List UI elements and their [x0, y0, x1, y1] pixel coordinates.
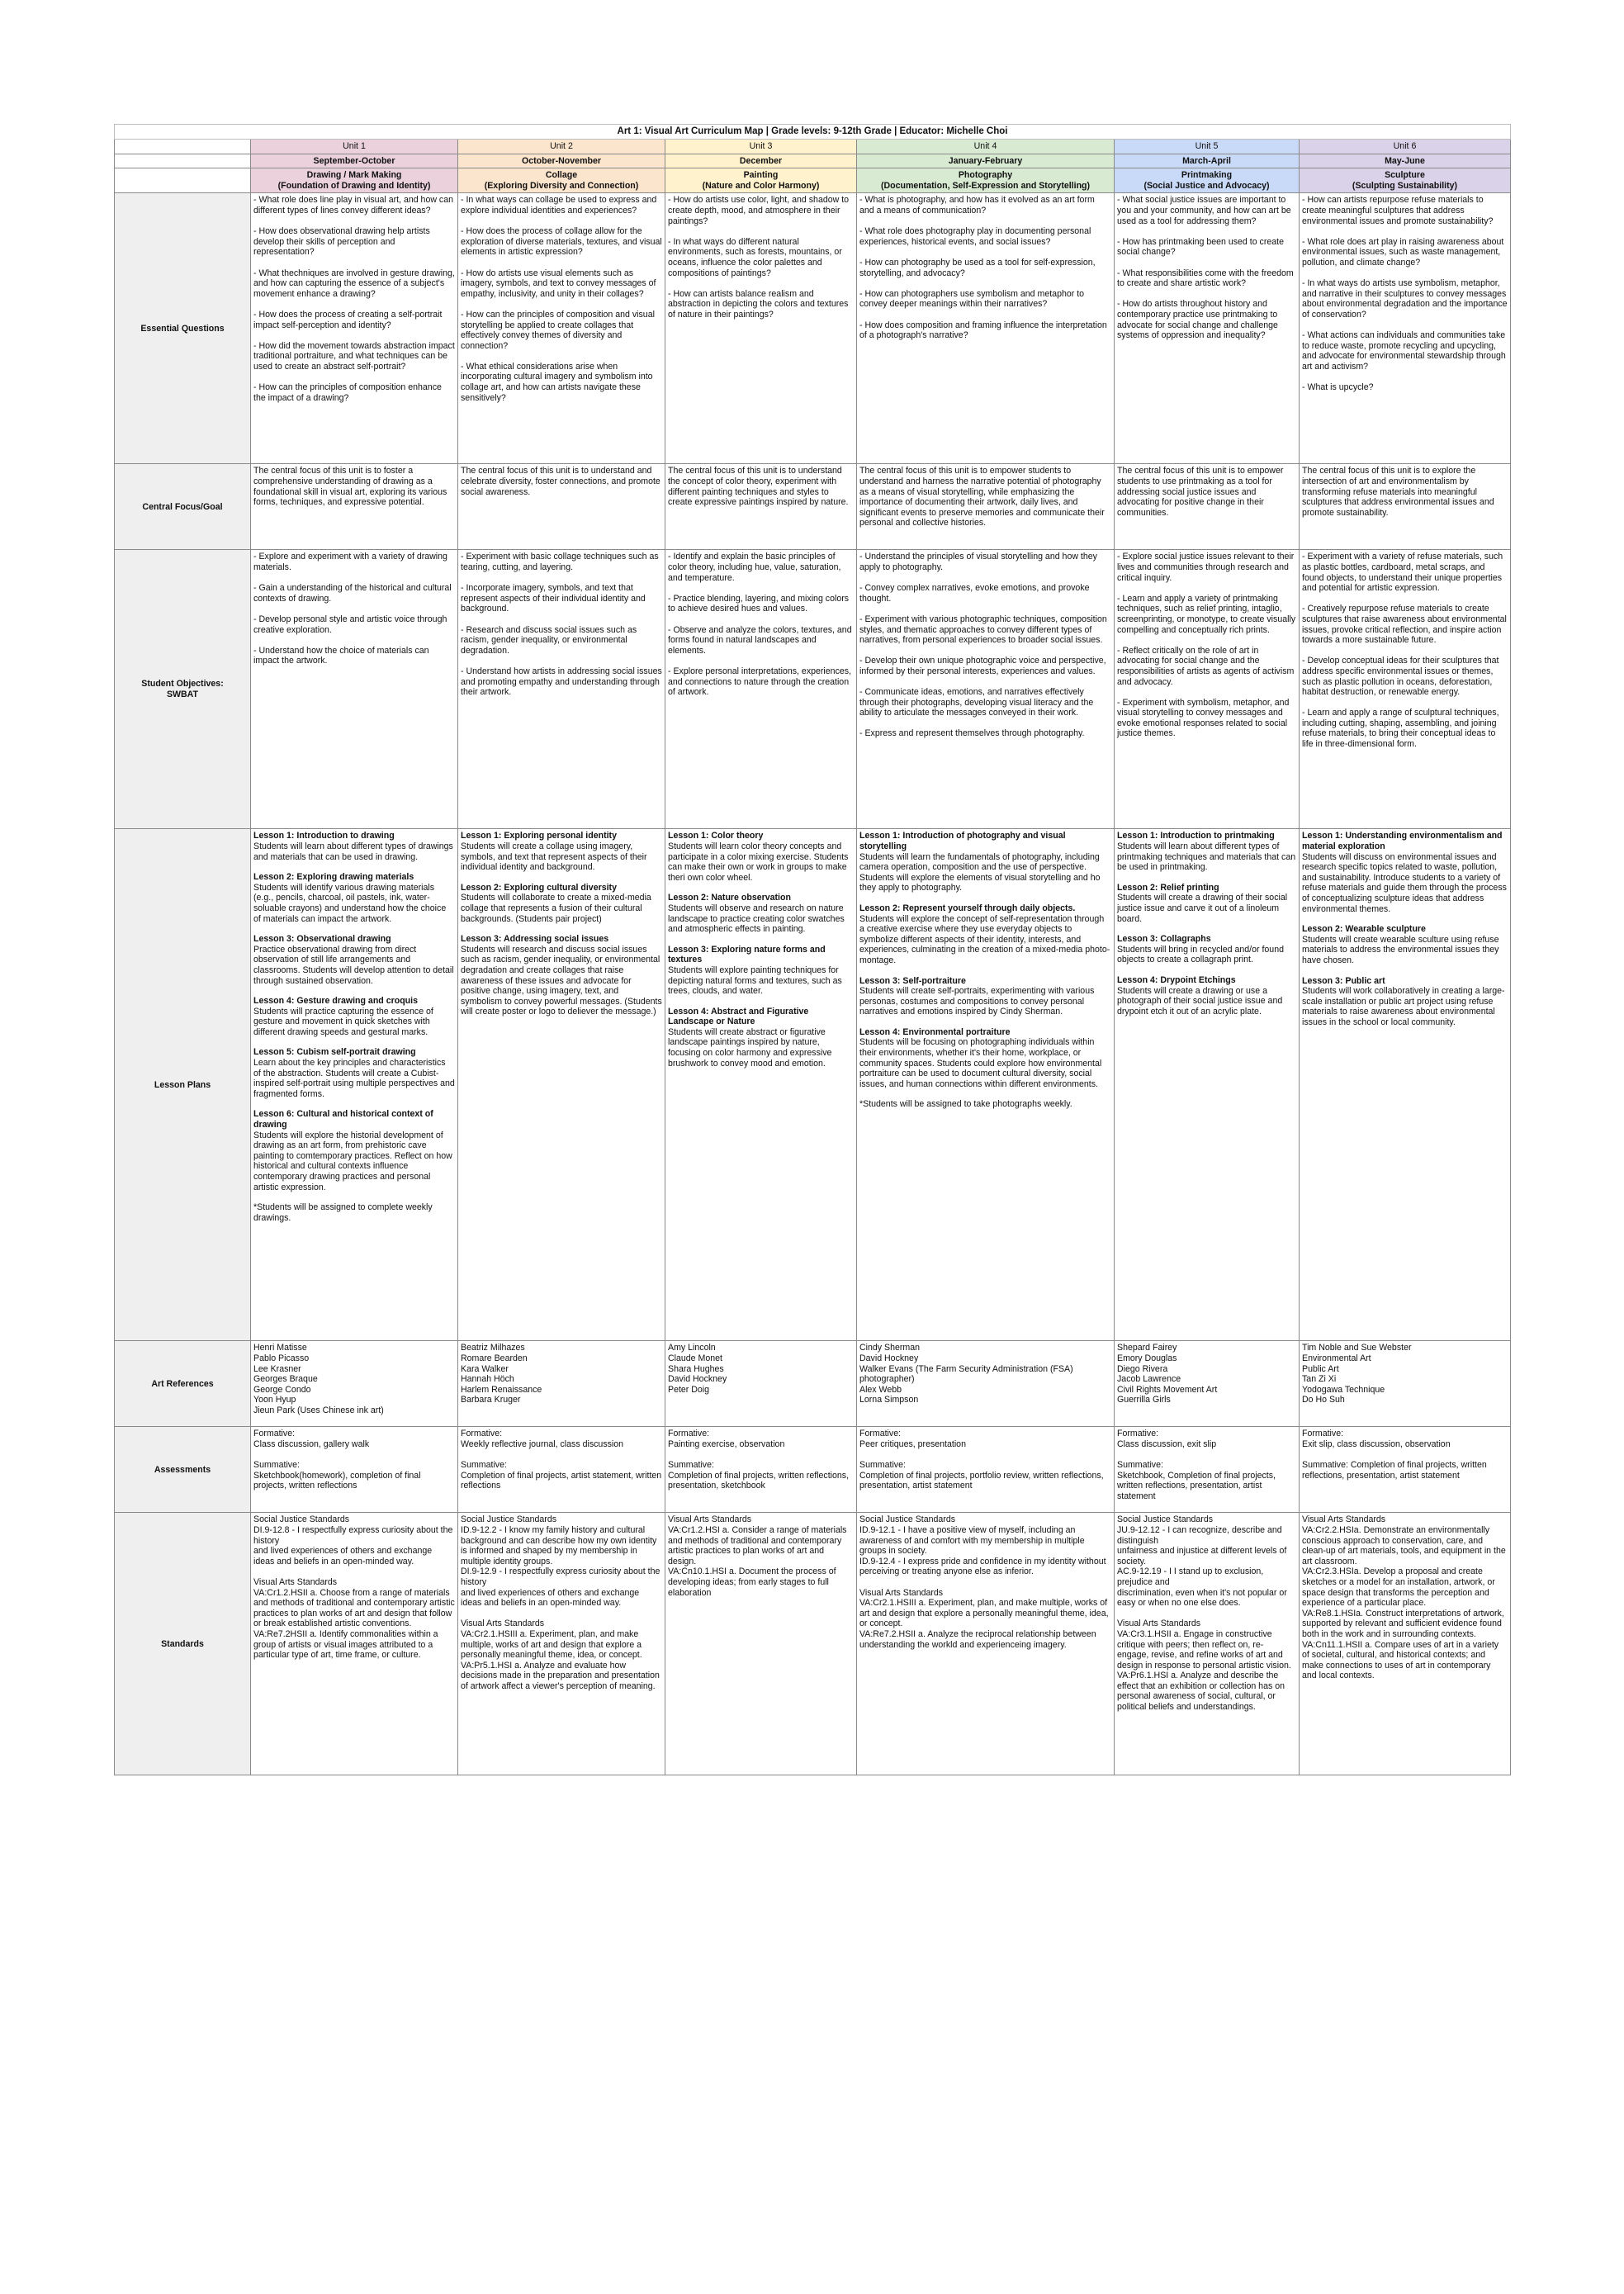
row-label-art-references: Art References	[115, 1341, 251, 1427]
art-reference: Harlem Renaissance	[461, 1384, 542, 1395]
lesson-description: Students will create abstract or figurative landscape paintings inspired by nature, focusing on color harmony and expressive brushwork to convey mood and emotion.	[668, 1026, 832, 1069]
unit-topic: Drawing / Mark Making	[306, 170, 402, 181]
art-reference: Romare Bearden	[461, 1353, 528, 1363]
unit-3-months: December	[665, 154, 857, 168]
unit-5-label: Unit 5	[1115, 140, 1300, 154]
unit-5-months: March-April	[1115, 154, 1300, 168]
lesson-title: Lesson 3: Self-portraiture	[859, 975, 966, 986]
lesson-title: Lesson 4: Abstract and Figurative Landscape or Nature	[668, 1006, 809, 1027]
lesson-title: Lesson 1: Introduction to drawing	[253, 831, 395, 841]
central-focus-row	[115, 464, 1511, 550]
unit-1-topic	[251, 168, 458, 193]
lesson-note: *Students will be assigned to complete weekly drawings.	[253, 1202, 433, 1223]
unit-3-label: Unit 3	[665, 140, 857, 154]
lesson-description: Students will create wearable sculture using refuse materials to address the environmental issues they have chosen.	[1302, 934, 1499, 965]
focus-cell-unit-3: The central focus of this unit is to understand the concept of color theory, experiment with different painting techniques and styles to create expressive paintings inspired by nature.	[665, 464, 857, 550]
art-reference: Jacob Lawrence	[1117, 1374, 1181, 1385]
essential-cell-unit-5: - What social justice issues are important to you and your community, and how can art be used as a tool for addressing them? - How has printmaking been used to create social change? - What responsibilities come with the freedom to create and share artistic work? - How do artists throughout history and contemporary practice use printmaking to advocate for social change and challenge systems of oppression and inequality?	[1115, 193, 1300, 464]
lesson-description: Students will create self-portraits, experimenting with various personas, costumes and compositions to convey personal narratives and emotions inspired by Cindy Sherman.	[859, 986, 1095, 1017]
row-label-central-focus: Central Focus/Goal	[115, 464, 251, 550]
lesson-title: Lesson 1: Exploring personal identity	[461, 831, 617, 841]
art-reference: Kara Walker	[461, 1363, 509, 1374]
assessment-cell-unit-5: Formative: Class discussion, exit slip Summative: Sketchbook, Completion of final projects, written reflections, presentation, artist statement	[1115, 1427, 1300, 1513]
unit-subtitle: (Exploring Diversity and Connection)	[484, 180, 639, 191]
month-row	[115, 154, 1511, 168]
lesson-description: Students will explore painting techniques for depicting natural forms and textures, such as trees, clouds, and water.	[668, 965, 842, 997]
lesson-description: Students will learn color theory concepts and participate in a color mixing exercise. Students can make their own or work in groups to make theri own color wheel.	[668, 841, 849, 883]
art-reference: Tim Noble and Sue Webster	[1302, 1343, 1412, 1353]
lesson-title: Lesson 4: Gesture drawing and croquis	[253, 996, 418, 1007]
essential-cell-unit-6: - How can artists repurpose refuse materials to create meaningful sculptures that address environmental issues and promote sustainability? - What role does art play in raising awareness about environmental issues, such as waste management, pollution, and climate change? - In what ways do artists use symbolism, metaphor, and narrative in their sculptures to convey messages about environmental degradation and the importance of conservation? - What actions can individuals and communities take to reduce waste, promote recycling and upcycling, and advocate for environmental stewardship through art and activism? - What is upcycle?	[1300, 193, 1511, 464]
lesson-title: Lesson 4: Drypoint Etchings	[1117, 974, 1236, 985]
lesson-description: Students will collaborate to create a mixed-media collage that represents a fusion of their cultural backgrounds. (Students pair project)	[461, 893, 651, 924]
lesson-description: Students will bring in recycled and/or found objects to create a collagraph print.	[1117, 944, 1284, 965]
unit-topic: Collage	[545, 170, 578, 181]
art-reference: Public Art	[1302, 1363, 1339, 1374]
assessment-cell-unit-4: Formative: Peer critiques, presentation Summative: Completion of final projects, portfolio review, written reflections, presentation, artist statement	[857, 1427, 1115, 1513]
art-reference: George Condo	[253, 1384, 311, 1395]
essential-cell-unit-3: - How do artists use color, light, and shadow to create depth, mood, and atmosphere in their paintings? - In what ways do different natural environments, such as forests, mountains, or oceans, influence the color palettes and compositions of paintings? - How can artists balance realism and abstraction in depicting the colors and textures of nature in their paintings?	[665, 193, 857, 464]
lesson-title: Lesson 1: Introduction of photography and visual storytelling	[859, 831, 1066, 851]
lesson-title: Lesson 4: Environmental portraiture	[859, 1026, 1011, 1037]
standards-cell-unit-5: Social Justice Standards JU.9-12.12 - I can recognize, describe and distinguish unfairness and injustice at different levels of society. AC.9-12.19 - I I stand up to exclusion, prejudice and discrimination, even when it's not popular or easy or when no one else does. Visual Arts Standards VA:Cr3.1.HSII a. Engage in constructive critique with peers; then reflect on, re- engage, revise, and refine works of art and design in response to personal artistic vision. VA:Pr6.1.HSI a. Analyze and describe the effect that an exhibition or collection has on personal awareness of social, cultural, or political beliefs and understandings.	[1115, 1513, 1300, 1775]
focus-cell-unit-4: The central focus of this unit is to empower students to understand and harness the narrative potential of photography as a means of visual storytelling, while emphasizing the importance of documenting their artwork, daily lives, and significant events to preserve memories and communicate their personal and collective histories.	[857, 464, 1115, 550]
unit-6-label: Unit 6	[1300, 140, 1511, 154]
lesson-description: Students will learn about different types of drawings and materials that can be used in drawing.	[253, 841, 453, 862]
lessons-cell-unit-6	[1300, 829, 1511, 1341]
corner-cell	[115, 154, 251, 168]
art-reference: Amy Lincoln	[668, 1343, 716, 1353]
art-reference: Claude Monet	[668, 1353, 722, 1363]
essential-cell-unit-4: - What is photography, and how has it evolved as an art form and a means of communication? - What role does photography play in documenting personal experiences, historical events, and social issues? - How can photography be used as a tool for self-expression, storytelling, and advocacy? - How can photographers use symbolism and metaphor to convey deeper meanings within their narratives? - How does composition and framing influence the interpretation of a photograph's narrative?	[857, 193, 1115, 464]
objectives-cell-unit-4: - Understand the principles of visual storytelling and how they apply to photography. - Convey complex narratives, evoke emotions, and provoke thought. - Experiment with various photographic techniques, composition styles, and thematic approaches to convey different types of narratives, from personal experiences to broader social issues. - Develop their own unique photographic voice and perspective, informed by their personal interests, experiences and values. - Communicate ideas, emotions, and narratives effectively through their photographs, developing visual literacy and the ability to articulate the messages conveyed in their work. - Express and represent themselves through photography.	[857, 550, 1115, 829]
lesson-description: Students will explore the concept of self-representation through a creative exercise where they use everyday objects to symbolize different aspects of their identity, interests, and experiences, culminating in the creation of a mixed-media photo-montage.	[859, 913, 1110, 965]
lessons-cell-unit-1	[251, 829, 458, 1341]
unit-topic: Photography	[958, 170, 1013, 181]
corner-cell	[115, 168, 251, 193]
unit-subtitle: (Nature and Color Harmony)	[702, 180, 820, 191]
lesson-title: Lesson 2: Nature observation	[668, 893, 791, 903]
references-cell-unit-1	[251, 1341, 458, 1427]
references-cell-unit-2	[458, 1341, 665, 1427]
lesson-description: Practice observational drawing from direct observation of still life arrangements and classrooms. Students will develop attention to detail through sustained observation.	[253, 944, 454, 986]
topic-row	[115, 168, 1511, 193]
art-reference: Yoon Hyup	[253, 1395, 296, 1405]
art-reference: Yodogawa Technique	[1302, 1384, 1385, 1395]
row-label-assessments: Assessments	[115, 1427, 251, 1513]
art-references-row	[115, 1341, 1511, 1427]
art-reference: Jieun Park (Uses Chinese ink art)	[253, 1405, 384, 1415]
lesson-description: Students will discuss on environmental issues and research specific topics related to waste, pollution, and sustainability. Introduce students to a variety of refuse materials and guide them through the process of conceptualizing sculpture ideas that address environmental themes.	[1302, 851, 1507, 914]
page-title: Art 1: Visual Art Curriculum Map | Grade levels: 9-12th Grade | Educator: Michelle Choi	[115, 125, 1511, 140]
unit-topic: Sculpture	[1385, 170, 1425, 181]
lesson-title: Lesson 3: Addressing social issues	[461, 934, 609, 945]
standards-row	[115, 1513, 1511, 1775]
objectives-cell-unit-6: - Experiment with a variety of refuse materials, such as plastic bottles, cardboard, metal scraps, and found objects, to understand their unique properties and potential for artistic expression. - Creatively repurpose refuse materials to create sculptures that raise awareness about environmental issues, provoke critical reflection, and inspire action towards a more sustainable future. - Develop conceptual ideas for their sculptures that address specific environmental issues or themes, such as plastic pollution in oceans, deforestation, habitat destruction, or renewable energy. - Learn and apply a range of sculptural techniques, including cutting, shaping, assembling, and joining refuse materials, to bring their conceptual ideas to life in three-dimensional form.	[1300, 550, 1511, 829]
unit-subtitle: (Social Justice and Advocacy)	[1143, 180, 1270, 191]
lesson-description: Students will practice capturing the essence of gesture and movement in quick sketches with different drawing speeds and gestural marks.	[253, 1006, 433, 1037]
art-reference: Alex Webb	[859, 1384, 902, 1395]
art-reference: Diego Rivera	[1117, 1363, 1168, 1374]
art-reference: Pablo Picasso	[253, 1353, 310, 1363]
lesson-title: Lesson 2: Relief printing	[1117, 882, 1219, 893]
lessons-cell-unit-3	[665, 829, 857, 1341]
assessment-cell-unit-3: Formative: Painting exercise, observation Summative: Completion of final projects, written reflections, presentation, sketchbook	[665, 1427, 857, 1513]
lesson-title: Lesson 2: Represent yourself through daily objects.	[859, 903, 1076, 913]
references-cell-unit-5	[1115, 1341, 1300, 1427]
focus-cell-unit-2: The central focus of this unit is to understand and celebrate diversity, foster connections, and promote social awareness.	[458, 464, 665, 550]
objectives-cell-unit-5: - Explore social justice issues relevant to their lives and communities through research and critical inquiry. - Learn and apply a variety of printmaking techniques, such as relief printing, intaglio, screenprinting, or monotype, to create visually compelling and conceptually rich prints. - Reflect critically on the role of art in advocating for social change and the responsibilities of artists as agents of activism and advocacy. - Experiment with symbolism, metaphor, and visual storytelling to convey messages and evoke emotional responses related to social justice themes.	[1115, 550, 1300, 829]
standards-cell-unit-2: Social Justice Standards ID.9-12.2 - I know my family history and cultural background and can describe how my own identity is informed and shaped by my membership in multiple identity groups. DI.9-12.9 - I respectfully express curiosity about the history and lived experiences of others and exchange ideas and beliefs in an open-minded way. Visual Arts Standards VA:Cr2.1.HSIII a. Experiment, plan, and make multiple, works of art and design that explore a personally meaningful theme, idea, or concept. VA:Pr5.1.HSI a. Analyze and evaluate how decisions made in the preparation and presentation of artwork affect a viewer's perception of meaning.	[458, 1513, 665, 1775]
art-reference: Lorna Simpson	[859, 1395, 919, 1405]
unit-subtitle: (Foundation of Drawing and Identity)	[277, 180, 431, 191]
lesson-description: Students will research and discuss social issues such as racism, gender inequality, or environmental degradation and create collages that raise awareness of these issues and advocate for positive change, using imagery, text, and symbolism to convey powerful messages. (Students will create poster or logo to deliever the message.)	[461, 944, 662, 1017]
standards-cell-unit-3: Visual Arts Standards VA:Cr1.2.HSI a. Consider a range of materials and methods of traditional and contemporary artistic practices to plan works of art and design. VA:Cn10.1.HSI a. Document the process of developing ideas; from early stages to full elaboration	[665, 1513, 857, 1775]
assessment-cell-unit-2: Formative: Weekly reflective journal, class discussion Summative: Completion of final projects, artist statement, written reflections	[458, 1427, 665, 1513]
references-cell-unit-6	[1300, 1341, 1511, 1427]
art-reference: Tan Zi Xi	[1302, 1374, 1337, 1385]
art-reference: Environmental Art	[1302, 1353, 1371, 1363]
unit-6-topic	[1300, 168, 1511, 193]
title-row	[115, 125, 1511, 140]
art-reference: Henri Matisse	[253, 1343, 307, 1353]
lesson-title: Lesson 2: Wearable sculpture	[1302, 924, 1426, 935]
lesson-plans-row	[115, 829, 1511, 1341]
art-reference: Walker Evans (The Farm Security Administration (FSA) photographer)	[859, 1363, 1073, 1385]
row-label-standards: Standards	[115, 1513, 251, 1775]
lesson-title: Lesson 5: Cubism self-portrait drawing	[253, 1047, 416, 1058]
art-reference: Cindy Sherman	[859, 1343, 921, 1353]
unit-row	[115, 140, 1511, 154]
art-reference: Beatriz Milhazes	[461, 1343, 525, 1353]
unit-subtitle: (Documentation, Self-Expression and Storytelling)	[880, 180, 1091, 191]
unit-2-topic	[458, 168, 665, 193]
lesson-title: Lesson 3: Public art	[1302, 975, 1385, 986]
lesson-title: Lesson 3: Observational drawing	[253, 934, 391, 945]
art-reference: Hannah Höch	[461, 1374, 514, 1385]
lesson-title: Lesson 1: Introduction to printmaking	[1117, 831, 1275, 841]
art-reference: Civil Rights Movement Art	[1117, 1384, 1218, 1395]
assessment-cell-unit-1: Formative: Class discussion, gallery walk Summative: Sketchbook(homework), completion of final projects, written reflections	[251, 1427, 458, 1513]
unit-5-topic	[1115, 168, 1300, 193]
lesson-title: Lesson 6: Cultural and historical context of drawing	[253, 1109, 433, 1130]
lesson-description: Students will be focusing on photographing individuals within their environments, whether it's their home, workplace, or community spaces. Students could explore how environmental portraiture can be used to document cultural diversity, social issues, and human connections within different environments.	[859, 1037, 1102, 1089]
lessons-cell-unit-5	[1115, 829, 1300, 1341]
lesson-title: Lesson 3: Exploring nature forms and textures	[668, 944, 826, 965]
unit-4-label: Unit 4	[857, 140, 1115, 154]
lesson-title: Lesson 1: Understanding environmentalism and material exploration	[1302, 831, 1503, 851]
unit-2-label: Unit 2	[458, 140, 665, 154]
unit-2-months: October-November	[458, 154, 665, 168]
focus-cell-unit-1: The central focus of this unit is to foster a comprehensive understanding of drawing as a foundational skill in visual art, exploring its various forms, techniques, and expressive potential.	[251, 464, 458, 550]
unit-1-label: Unit 1	[251, 140, 458, 154]
lesson-title: Lesson 2: Exploring drawing materials	[253, 872, 414, 883]
unit-4-topic	[857, 168, 1115, 193]
art-reference: Guerrilla Girls	[1117, 1395, 1171, 1405]
lesson-title: Lesson 2: Exploring cultural diversity	[461, 882, 617, 893]
lesson-description: Students will create a drawing or use a photograph of their social justice issue and drypoint etch it out of an acrylic plate.	[1117, 985, 1283, 1017]
art-reference: Shara Hughes	[668, 1363, 724, 1374]
lesson-description: Students will explore the historial development of drawing as an art form, from prehistoric cave painting to comtemporary practices. Reflect on how historical and cultural contexts influence contemporary drawing practices and personal artistic expression.	[253, 1130, 452, 1192]
art-reference: Lee Krasner	[253, 1363, 301, 1374]
focus-cell-unit-5: The central focus of this unit is to empower students to use printmaking as a tool for addressing social justice issues and advocating for positive change in their communities.	[1115, 464, 1300, 550]
unit-4-months: January-February	[857, 154, 1115, 168]
art-reference: Barbara Kruger	[461, 1395, 521, 1405]
unit-3-topic	[665, 168, 857, 193]
lesson-description: Learn about the key principles and characteristics of the abstraction. Students will create a Cubist-inspired self-portrait using multiple perspectives and fragmented forms.	[253, 1058, 455, 1099]
unit-1-months: September-October	[251, 154, 458, 168]
lesson-description: Students will learn the fundamentals of photography, including camera operation, composition and the use of perspective. Students will explore the elements of visual storytelling and ho they apply to photography.	[859, 851, 1101, 893]
art-reference: David Hockney	[668, 1374, 727, 1385]
objectives-cell-unit-3: - Identify and explain the basic principles of color theory, including hue, value, saturation, and temperature. - Practice blending, layering, and mixing colors to achieve desired hues and values. - Observe and analyze the colors, textures, and forms found in natural landscapes and elements. - Explore personal interpretations, experiences, and connections to nature through the creation of artwork.	[665, 550, 857, 829]
lesson-description: Students will create a collage using imagery, symbols, and text that represent aspects of their individual identity and background.	[461, 841, 647, 873]
lesson-description: Students will learn about different types of printmaking techniques and materials that can be used in printmaking.	[1117, 841, 1296, 873]
objectives-cell-unit-1: - Explore and experiment with a variety of drawing materials. - Gain a understanding of the historical and cultural contexts of drawing. - Develop personal style and artistic voice through creative exploration. - Understand how the choice of materials can impact the artwork.	[251, 550, 458, 829]
objectives-cell-unit-2: - Experiment with basic collage techniques such as tearing, cutting, and layering. - Incorporate imagery, symbols, and text that represent aspects of their individual identity and background. - Research and discuss social issues such as racism, gender inequality, or environmental degradation. - Understand how artists in addressing social issues and promoting empathy and understanding through their artwork.	[458, 550, 665, 829]
focus-cell-unit-6: The central focus of this unit is to explore the intersection of art and environmentalism by transforming refuse materials into meaningful sculptures that address environmental issues and promote sustainability.	[1300, 464, 1511, 550]
lesson-description: Students will create a drawing of their social justice issue and carve it out of a linoleum board.	[1117, 893, 1288, 924]
unit-6-months: May-June	[1300, 154, 1511, 168]
lesson-title: Lesson 1: Color theory	[668, 831, 764, 841]
art-reference: Peter Doig	[668, 1384, 710, 1395]
references-cell-unit-4	[857, 1341, 1115, 1427]
row-label-essential-questions: Essential Questions	[115, 193, 251, 464]
lesson-title: Lesson 3: Collagraphs	[1117, 934, 1211, 945]
standards-cell-unit-4: Social Justice Standards ID.9-12.1 - I have a positive view of myself, including an awareness of and comfort with my membership in multiple groups in society. ID.9-12.4 - I express pride and confidence in my identity without perceiving or treating anyone else as inferior. Visual Arts Standards VA:Cr2.1.HSIII a. Experiment, plan, and make multiple, works of art and design that explore a personally meaningful theme, idea, or concept. VA:Re7.2.HSII a. Analyze the reciprocal relationship between understanding the workld and experienceing imagery.	[857, 1513, 1115, 1775]
lessons-cell-unit-4	[857, 829, 1115, 1341]
corner-cell	[115, 140, 251, 154]
lesson-note: *Students will be assigned to take photographs weekly.	[859, 1099, 1072, 1110]
art-reference: Georges Braque	[253, 1374, 318, 1385]
student-objectives-row	[115, 550, 1511, 829]
curriculum-sheet	[114, 124, 1510, 1775]
standards-cell-unit-1: Social Justice Standards DI.9-12.8 - I respectfully express curiosity about the history and lived experiences of others and exchange ideas and beliefs in an open-minded way. Visual Arts Standards VA:Cr1.2.HSII a. Choose from a range of materials and methods of traditional and contemporary artistic practices to plan works of art and design that follow or break established artistic conventions. VA:Re7.2HSII a. Identify commonalities within a group of artists or visual images attributed to a particular type of art, time frame, or culture.	[251, 1513, 458, 1775]
references-cell-unit-3	[665, 1341, 857, 1427]
art-reference: David Hockney	[859, 1353, 919, 1363]
lesson-description: Students will identify various drawing materials (e.g., pencils, charcoal, oil pastels, ink, water-soluable crayons) and understand how the choice of materials can impact the artwork.	[253, 882, 447, 924]
essential-cell-unit-2: - In what ways can collage be used to express and explore individual identities and experiences? - How does the process of collage allow for the exploration of diverse materials, textures, and visual elements in artistic expression? - How do artists use visual elements such as imagery, symbols, and text to convey messages of empathy, inclusivity, and unity in their collages? - How can the principles of composition and visual storytelling be applied to create collages that effectively convey themes of diversity and connection? - What ethical considerations arise when incorporating cultural imagery and symbolism into collage art, and how can artists navigate these sensitively?	[458, 193, 665, 464]
row-label-lesson-plans: Lesson Plans	[115, 829, 251, 1341]
essential-cell-unit-1: - What role does line play in visual art, and how can different types of lines convey different ideas? - How does observational drawing help artists develop their skills of perception and representation? - What thechniques are involved in gesture drawing, and how can capturing the essence of a subject's movement enhance a drawing? - How does the process of creating a self-portrait impact self-perception and identity? - How did the movement towards abstraction impact traditional portraiture, and what techniques can be used to create an abstract self-portrait? - How can the principles of composition enhance the impact of a drawing?	[251, 193, 458, 464]
essential-questions-row	[115, 193, 1511, 464]
curriculum-table	[114, 124, 1511, 1775]
art-reference: Do Ho Suh	[1302, 1395, 1345, 1405]
unit-topic: Painting	[743, 170, 779, 181]
unit-subtitle: (Sculpting Sustainability)	[1352, 180, 1458, 191]
lesson-description: Students will observe and research on nature landscape to practice creating color swatches and atmospheric effects in painting.	[668, 903, 845, 935]
lesson-description: Students will work collaboratively in creating a large-scale installation or public art project using refuse materials to raise awareness about environmental issues in the school or local community.	[1302, 986, 1505, 1027]
assessments-row	[115, 1427, 1511, 1513]
lessons-cell-unit-2	[458, 829, 665, 1341]
assessment-cell-unit-6: Formative: Exit slip, class discussion, observation Summative: Completion of final projects, written reflections, presentation, artist statement	[1300, 1427, 1511, 1513]
art-reference: Shepard Fairey	[1117, 1343, 1177, 1353]
unit-topic: Printmaking	[1181, 170, 1233, 181]
standards-cell-unit-6: Visual Arts Standards VA:Cr2.2.HSIa. Demonstrate an environmentally conscious approach to conservation, care, and clean-up of art materials, tools, and equipment in the art classroom. VA:Cr2.3.HSIa. Develop a proposal and create sketches or a model for an installation, artwork, or space design that transforms the perception and experience of a particular place. VA:Re8.1.HSIa. Construct interpretations of artwork, supported by relevant and sufficient evidence found both in the work and in surrounding contexts. VA:Cn11.1.HSII a. Compare uses of art in a variety of societal, cultural, and historical contexts; and make connections to uses of art in contemporary and local contexts.	[1300, 1513, 1511, 1775]
art-reference: Emory Douglas	[1117, 1353, 1177, 1363]
row-label-student-objectives: Student Objectives: SWBAT	[115, 550, 251, 829]
